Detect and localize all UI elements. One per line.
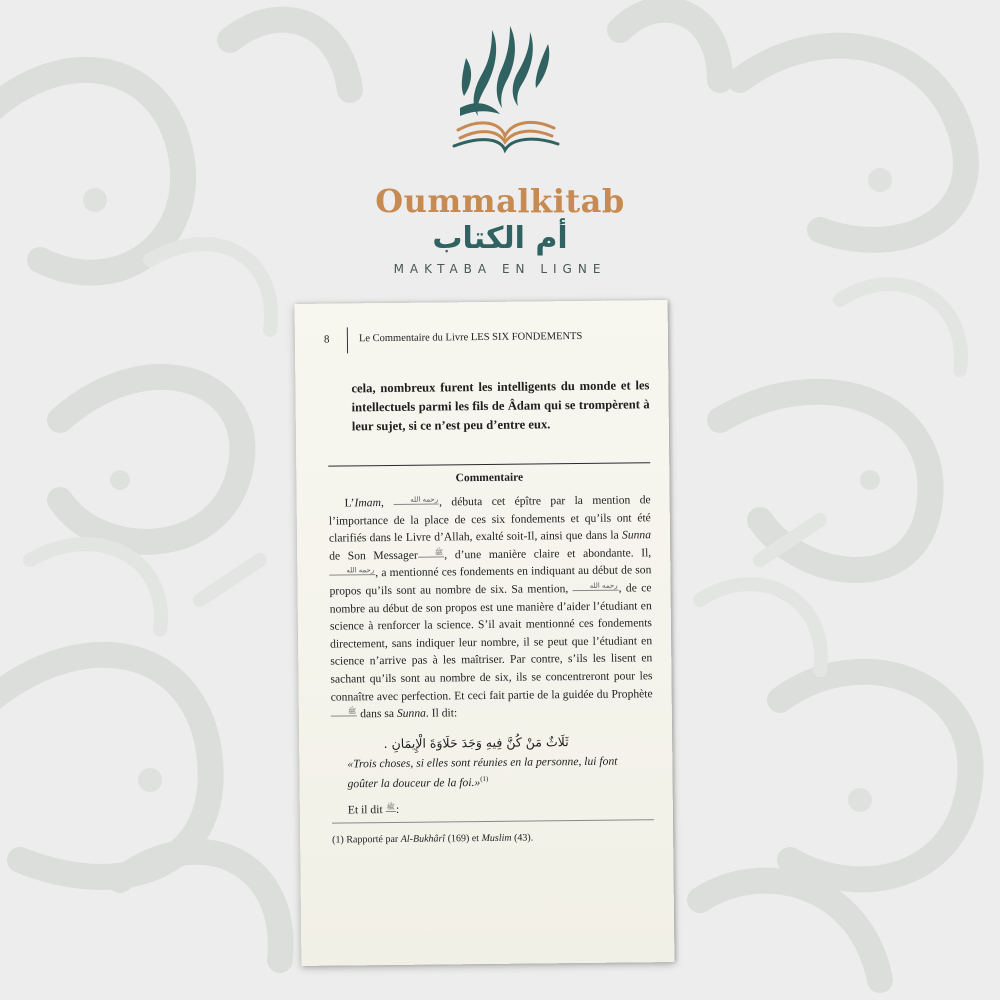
brand-arabic-name: أم الكتاب bbox=[432, 221, 568, 256]
book-page bbox=[295, 300, 675, 966]
honorific-seal-icon: رحمه الله bbox=[329, 567, 375, 576]
arabic-hadith-quote: ثَلَاثٌ مَنْ كُنَّ فِيهِ وَجَدَ حَلَاوَةَ الْإِيمَانِ . bbox=[383, 734, 569, 752]
emphasis-sunna: Sunna bbox=[621, 528, 652, 542]
hadith-translation: «Trois choses, si elles sont réunies en la personne, lui font goûter la douceur de la foi.»$^{(1)}$ bbox=[347, 754, 618, 791]
brand-name: Oummalkitab bbox=[375, 182, 625, 220]
honorific-seal-icon: رحمه الله bbox=[573, 582, 619, 591]
brand-tagline: MAKTABA EN LIGNE bbox=[393, 262, 607, 276]
honorific-seal-icon: رحمه الله bbox=[393, 495, 439, 504]
emphasis-sunna: Sunna bbox=[396, 706, 426, 721]
honorific-seal-icon: ﷺ bbox=[418, 548, 445, 557]
honorific-seal-icon: ﷺ bbox=[331, 707, 358, 716]
commentary-text bbox=[329, 491, 653, 723]
footnote-ref: (1) bbox=[480, 774, 489, 784]
footnote-divider bbox=[332, 819, 654, 823]
continuation-text: Et il dit ﷺ: bbox=[347, 802, 400, 817]
header-divider bbox=[347, 327, 348, 353]
main-text: cela, nombreux furent les intelligents du monde et les intellectuels parmi les fils de Âdam qui se trompèrent à leur sujet, si ce n’est peu d’entre eux. bbox=[351, 378, 650, 434]
footnote: (1) Rapporté par Al-Bukhârî (169) et Muslim (43). bbox=[332, 832, 534, 846]
page-number: 8 bbox=[323, 333, 330, 346]
section-divider bbox=[328, 462, 650, 466]
honorific-seal-icon: ﷺ bbox=[386, 802, 396, 812]
section-title: Commentaire bbox=[455, 471, 524, 485]
calligraphy-pen-book-icon bbox=[430, 18, 580, 168]
commentary-paragraph: L’Imam, رحمه الله, débuta cet épître par la mention de l’importance de la place de ces six fondements et qu’ils ont été clarifiés dans le Livre d’Allah, exalté soit-Il, ainsi que dans la Sunna de Son Messager ﷺ, d’une manière claire et abondante. Il, رحمه الله, a mentionné ces fondements en indiquant au début de son propos qu’ils sont au nombre de six. Sa mention, رحمه الله, de ce nombre au début de son propos est une manière d’aider l’étudiant en science à renforcer la science. S’il avait mentionné ces fondements directement, sans indiquer leur nombre, il se peut que l’étudiant en science n’arrive pas à les maîtriser. Par contre, s’ils les lisent en sachant qu’ils sont au nombre de six, ils se concentreront pour les connaître avec perfection. Et ceci fait partie de la guidée du Prophèteﷺ dans sa Sunna. Il dit: bbox=[328, 493, 653, 721]
running-head: Le Commentaire du Livre LES SIX FONDEMENTS bbox=[358, 330, 583, 345]
emphasis-imam: Imam bbox=[354, 496, 381, 510]
